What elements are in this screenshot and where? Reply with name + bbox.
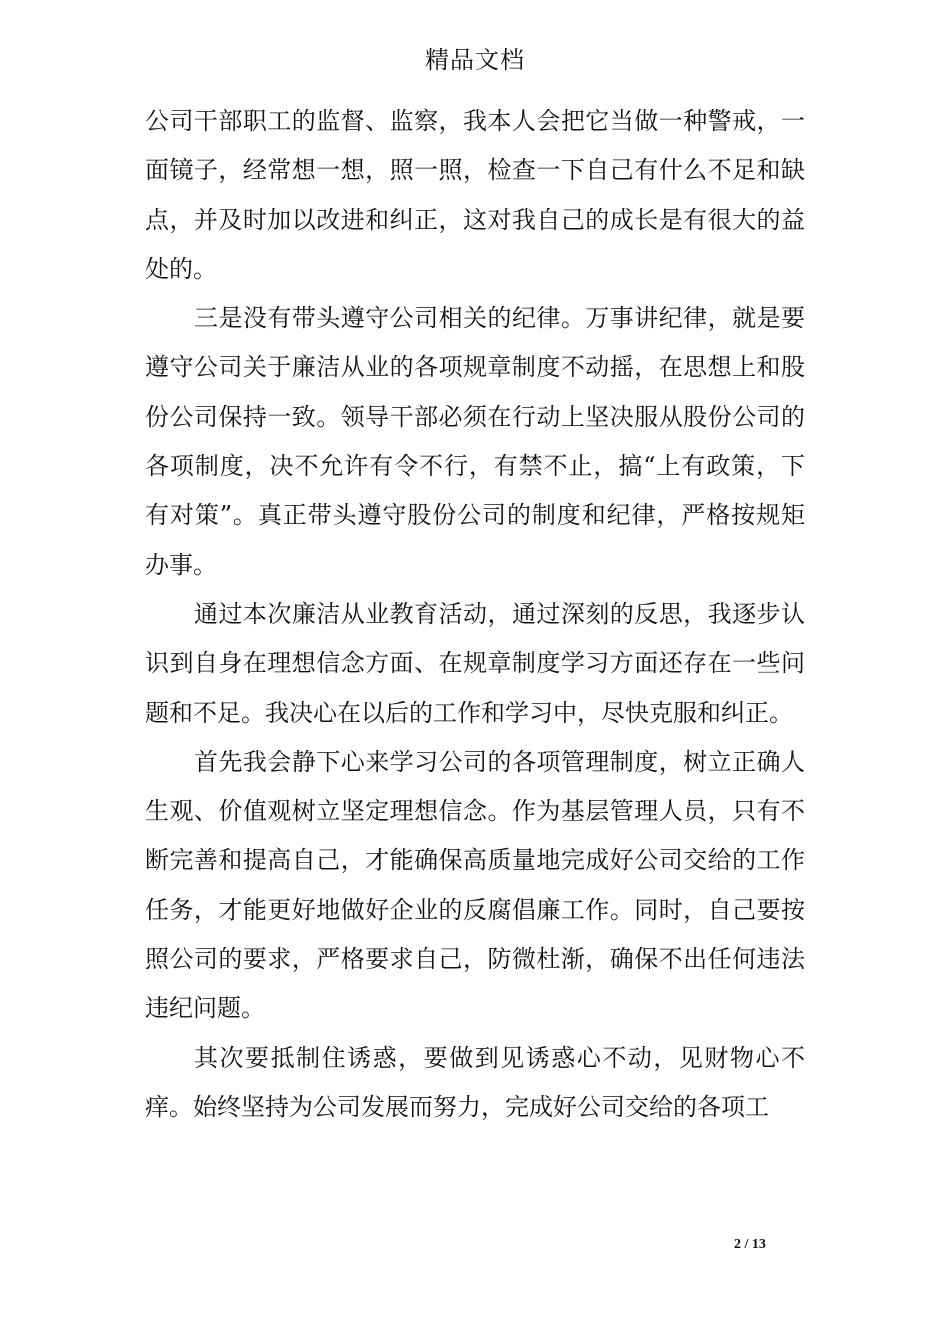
document-body [145, 97, 805, 1132]
paragraph-discipline: 三是没有带头遵守公司相关的纪律。万事讲纪律，就是要遵守公司关于廉洁从业的各项规章制度不动摇，在思想上和股份公司保持一致。领导干部必须在行动上坚决服从股份公司的各项制度，决不允许有令不行，有禁不止，搞“上有政策，下有对策”。真正带头遵守股份公司的制度和纪律，严格按规矩办事。 [145, 304, 805, 579]
paragraph-second-measure: 其次要抵制住诱惑，要做到见诱惑心不动，见财物心不痒。始终坚持为公司发展而努力，完成好公司交给的各项工 [145, 1043, 805, 1121]
page-number: 2 / 13 [734, 1237, 766, 1252]
paragraph-continuation: 公司干部职工的监督、监察，我本人会把它当做一种警戒，一面镜子，经常想一想，照一照，检查一下自己有什么不足和缺点，并及时加以改进和纠正，这对我自己的成长是有很大的益处的。 [145, 107, 805, 283]
paragraph-first-measure: 首先我会静下心来学习公司的各项管理制度，树立正确人生观、价值观树立坚定理想信念。作为基层管理人员，只有不断完善和提高自己，才能确保高质量地完成好公司交给的工作任务，才能更好地做好企业的反腐倡廉工作。同时，自己要按照公司的要求，严格要求自己，防微杜渐，确保不出任何违法违纪问题。 [145, 747, 805, 1023]
paragraph-reflection: 通过本次廉洁从业教育活动，通过深刻的反思，我逐步认识到自身在理想信念方面、在规章制度学习方面还存在一些问题和不足。我决心在以后的工作和学习中，尽快克服和纠正。 [145, 599, 805, 727]
page-header-title: 精品文档 [425, 46, 525, 74]
